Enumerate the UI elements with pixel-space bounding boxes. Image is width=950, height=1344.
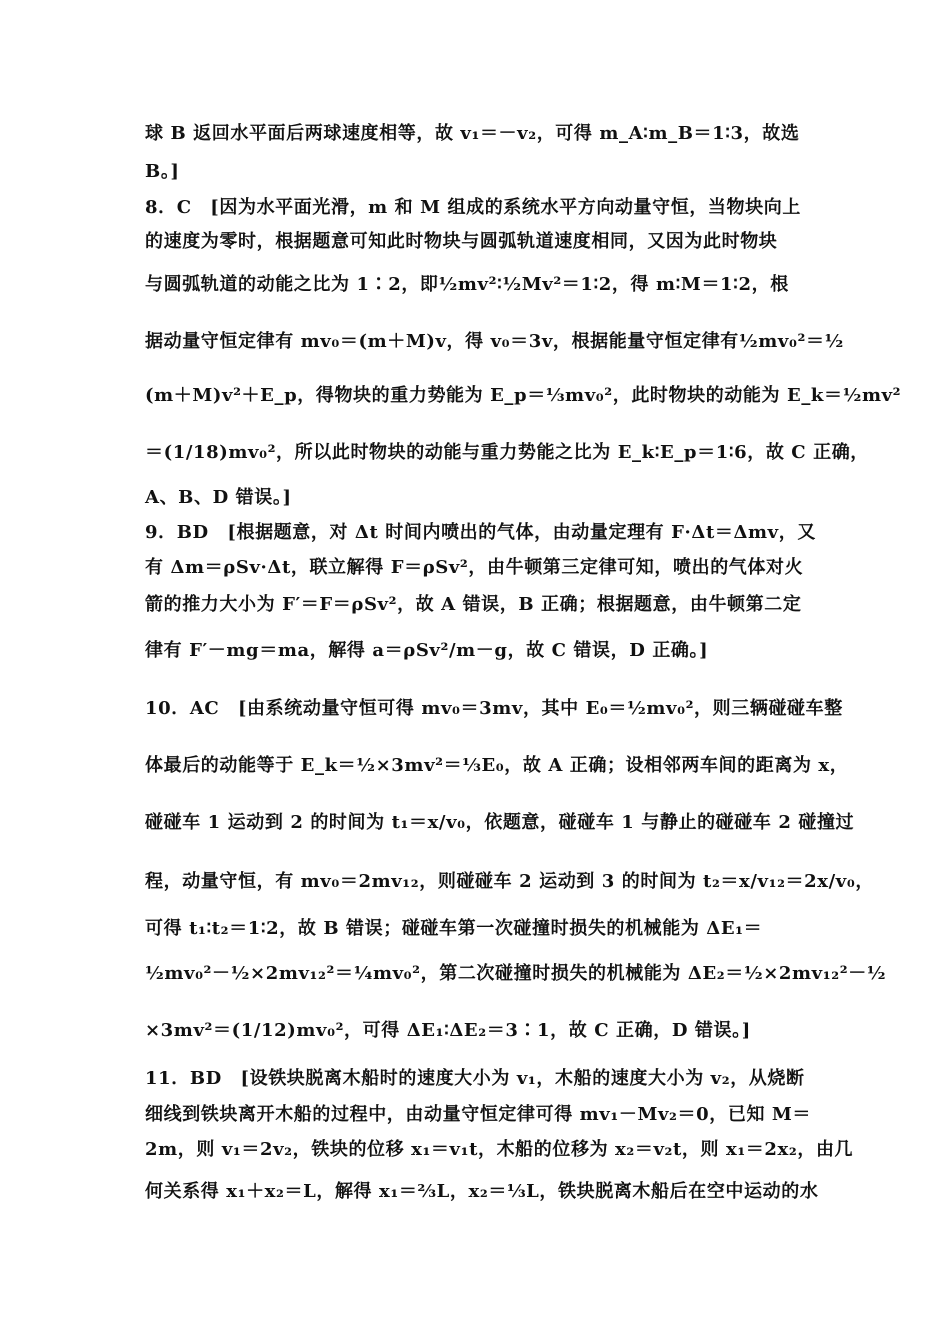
text-line: 律有 F′－mg＝ma，解得 a＝ρSv²/m－g，故 C 错误，D 正确。] [145, 640, 709, 661]
text-line: ½mv₀²－½×2mv₁₂²＝¼mv₀²，第二次碰撞时损失的机械能为 ΔE₂＝½×2mv₁₂²－½ [145, 963, 887, 984]
text-line: 何关系得 x₁＋x₂＝L，解得 x₁＝⅔L，x₂＝⅓L，铁块脱离木船后在空中运动的水 [145, 1181, 819, 1202]
text-line: 的速度为零时，根据题意可知此时物块与圆弧轨道速度相同，又因为此时物块 [145, 231, 778, 252]
text-line: A、B、D 错误。] [145, 487, 292, 508]
text-line: 碰碰车 1 运动到 2 的时间为 t₁＝x/v₀，依题意，碰碰车 1 与静止的碰碰车 2 碰撞过 [145, 812, 855, 833]
text-line: 程，动量守恒，有 mv₀＝2mv₁₂，则碰碰车 2 运动到 3 的时间为 t₂＝x/v₁₂＝2x/v₀， [145, 871, 874, 892]
text-line: 10．AC [由系统动量守恒可得 mv₀＝3mv，其中 E₀＝½mv₀²，则三辆碰碰车整 [145, 698, 843, 719]
text-line: 11．BD [设铁块脱离木船时的速度大小为 v₁，木船的速度大小为 v₂，从烧断 [145, 1068, 805, 1089]
text-line: 细线到铁块离开木船的过程中，由动量守恒定律可得 mv₁－Mv₂＝0，已知 M＝ [145, 1104, 812, 1125]
text-line: 9．BD [根据题意，对 Δt 时间内喷出的气体，由动量定理有 F·Δt＝Δmv，又 [145, 522, 816, 543]
text-line: (m＋M)v²＋E_p，得物块的重力势能为 E_p＝⅓mv₀²，此时物块的动能为 E_k＝½mv² [145, 385, 902, 406]
text-line: 2m，则 v₁＝2v₂，铁块的位移 x₁＝v₁t，木船的位移为 x₂＝v₂t，则 x₁＝2x₂，由几 [145, 1139, 854, 1160]
text-line: 箭的推力大小为 F′＝F＝ρSv²，故 A 错误，B 正确；根据题意，由牛顿第二定 [145, 594, 802, 615]
text-line: 体最后的动能等于 E_k＝½×3mv²＝⅓E₀，故 A 正确；设相邻两车间的距离为 x， [145, 755, 849, 776]
text-line: B。] [145, 161, 180, 182]
text-line: ＝(1/18)mv₀²，所以此时物块的动能与重力势能之比为 E_k∶E_p＝1∶6，故 C 正确， [145, 442, 869, 463]
text-line: ×3mv²＝(1/12)mv₀²，可得 ΔE₁∶ΔE₂＝3∶1，故 C 正确，D 错误。] [145, 1020, 751, 1041]
text-line: 可得 t₁∶t₂＝1∶2，故 B 错误；碰碰车第一次碰撞时损失的机械能为 ΔE₁＝ [145, 918, 763, 939]
text-line: 8．C [因为水平面光滑，m 和 M 组成的系统水平方向动量守恒，当物块向上 [145, 197, 801, 218]
text-line: 与圆弧轨道的动能之比为 1∶2，即½mv²∶½Mv²＝1∶2，得 m∶M＝1∶2，根 [145, 274, 789, 295]
text-line: 球 B 返回水平面后两球速度相等，故 v₁＝－v₂，可得 m_A∶m_B＝1∶3，故选 [145, 123, 800, 144]
text-line: 据动量守恒定律有 mv₀＝(m＋M)v，得 v₀＝3v，根据能量守恒定律有½mv₀²＝½ [145, 331, 844, 352]
text-line: 有 Δm＝ρSv·Δt，联立解得 F＝ρSv²，由牛顿第三定律可知，喷出的气体对火 [145, 557, 804, 578]
